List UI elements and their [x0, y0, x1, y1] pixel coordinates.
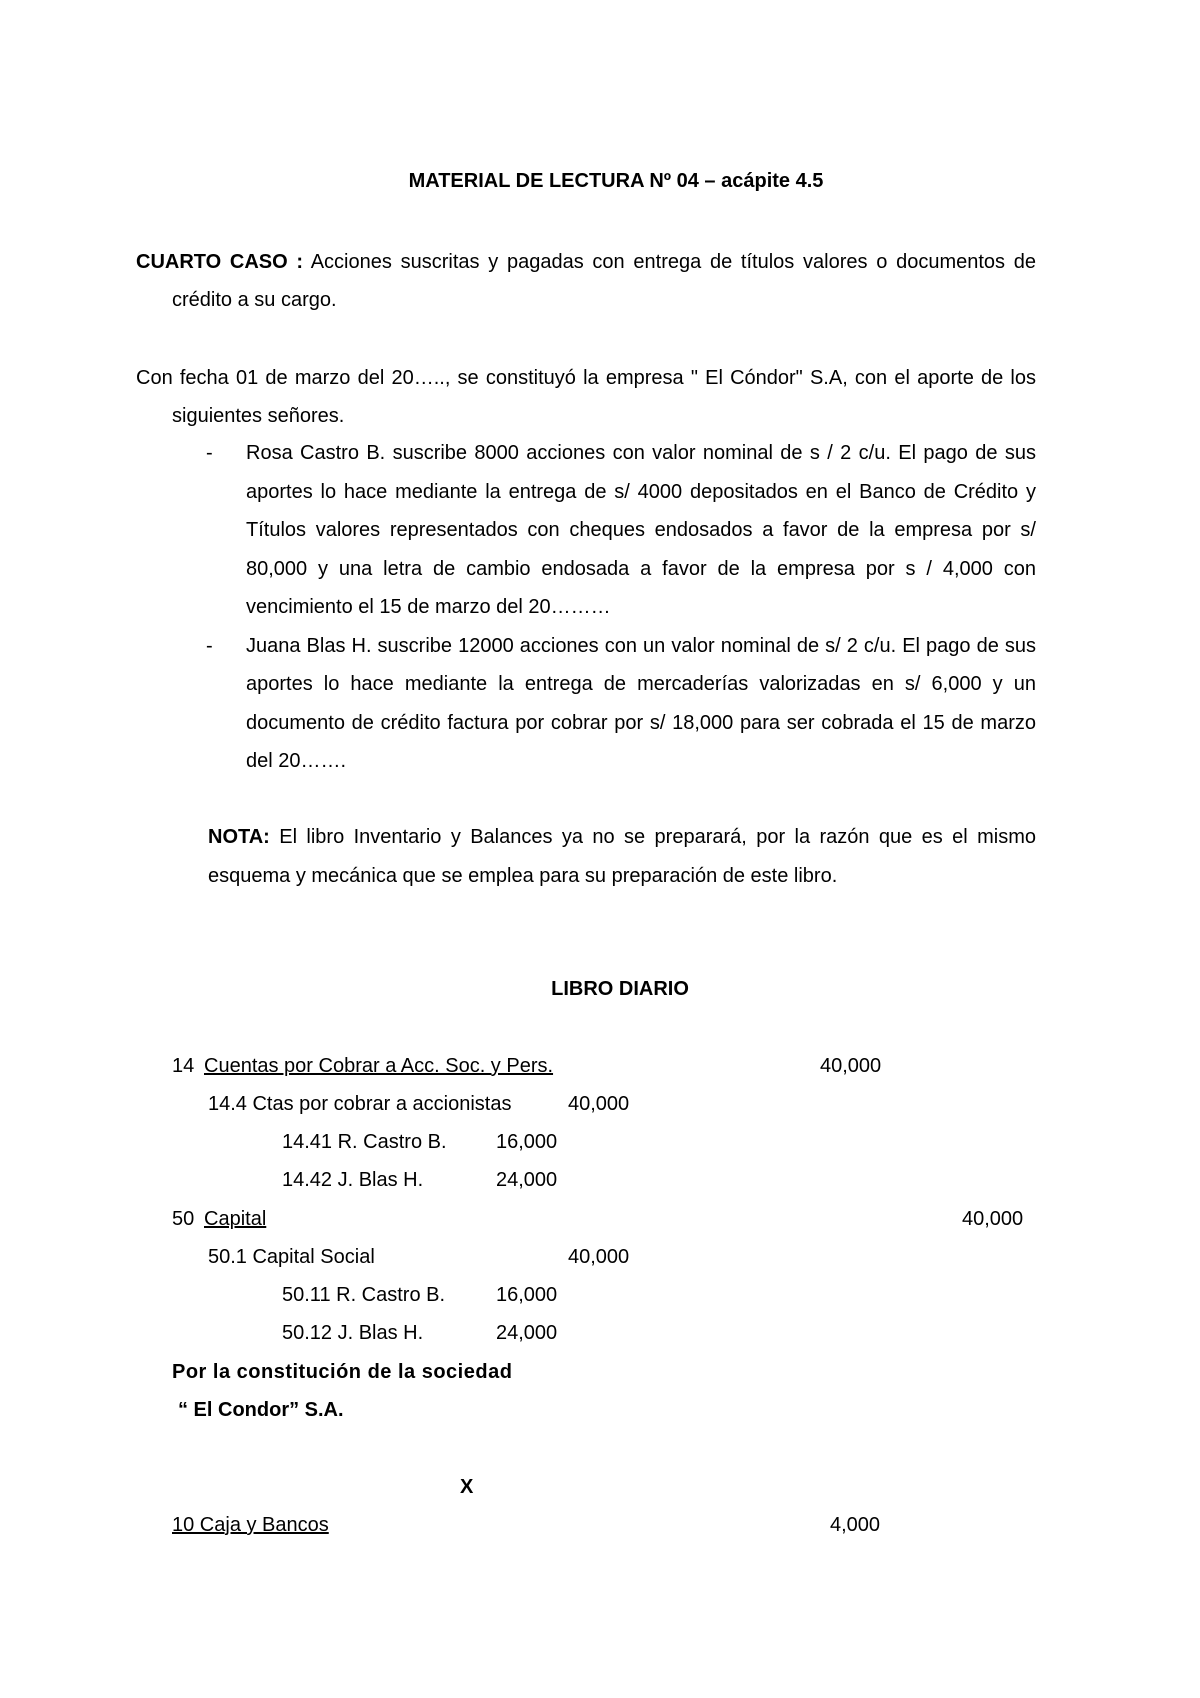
- nota-label: NOTA:: [208, 826, 270, 848]
- nota-paragraph: [208, 818, 1036, 896]
- debit-amount: 4,000: [830, 1514, 881, 1536]
- bullet-text: Juana Blas H. suscribe 12000 acciones con un valor nominal de s/ 2 c/u. El pago de sus aportes lo hace mediante la entrega de mercaderías valorizadas en s/ 6,000 y un documento de crédito factura por cobrar por s/ 18,000 para ser cobrada el 15 de marzo del 20…….: [246, 634, 1036, 772]
- subaccount-amount: 40,000: [568, 1093, 630, 1115]
- debit-amount: 40,000: [820, 1055, 882, 1077]
- bullet-dash: -: [206, 442, 213, 464]
- account-name: 10 Caja y Bancos: [172, 1514, 329, 1536]
- nota-text: El libro Inventario y Balances ya no se preparará, por la razón que es el mismo esquema y mecánica que se emplea para su preparación de este libro.: [208, 826, 1036, 887]
- subaccount: 50.12 J. Blas H.: [282, 1322, 424, 1344]
- entry-gloss-line-2: “ El Condor” S.A.: [178, 1399, 344, 1421]
- subaccount: 14.41 R. Castro B.: [282, 1131, 447, 1153]
- case-paragraph: [136, 243, 1036, 319]
- subaccount: 50.1 Capital Social: [208, 1246, 375, 1268]
- subaccount-amount: 24,000: [496, 1169, 558, 1191]
- account-name: Capital: [204, 1208, 267, 1230]
- bullet-dash: -: [206, 634, 213, 657]
- entry-separator: X: [460, 1476, 474, 1498]
- intro-paragraph: Con fecha 01 de marzo del 20….., se constituyó la empresa " El Cóndor" S.A, con el aporte de los siguientes señores.: [136, 367, 1036, 427]
- list-item: [206, 434, 1036, 627]
- document-title: MATERIAL DE LECTURA Nº 04 – acápite 4.5: [408, 170, 824, 192]
- subaccount-amount: 16,000: [496, 1131, 558, 1153]
- subaccount: 14.4 Ctas por cobrar a accionistas: [208, 1093, 512, 1115]
- account-code: 50: [172, 1208, 195, 1230]
- subaccount-amount: 16,000: [496, 1284, 558, 1306]
- account-code: 14: [172, 1055, 195, 1077]
- subaccount: 50.11 R. Castro B.: [282, 1284, 446, 1306]
- case-text: Acciones suscritas y pagadas con entrega de títulos valores o documentos de crédito a su cargo.: [172, 251, 1036, 311]
- credit-amount: 40,000: [962, 1208, 1024, 1230]
- subaccount-amount: 40,000: [568, 1246, 630, 1268]
- subaccount: 14.42 J. Blas H.: [282, 1169, 424, 1191]
- bullet-text: Rosa Castro B. suscribe 8000 acciones con valor nominal de s / 2 c/u. El pago de sus aportes lo hace mediante la entrega de s/ 4000 depositados en el Banco de Crédito y Títulos valores representados con cheques endosados a favor de la empresa por s/ 80,000 y una letra de cambio endosada a favor de la empresa por s / 4,000 con vencimiento el 15 de marzo del 20………: [246, 442, 1036, 618]
- case-label: CUARTO CASO :: [136, 251, 304, 273]
- account-name: Cuentas por Cobrar a Acc. Soc. y Pers.: [204, 1055, 554, 1077]
- entry-gloss-line-1: Por la constitución de la sociedad: [172, 1361, 513, 1383]
- contributors-list: [206, 434, 1036, 781]
- subaccount-amount: 24,000: [496, 1322, 558, 1344]
- journal-heading: LIBRO DIARIO: [551, 978, 689, 1000]
- list-item: [206, 627, 1036, 781]
